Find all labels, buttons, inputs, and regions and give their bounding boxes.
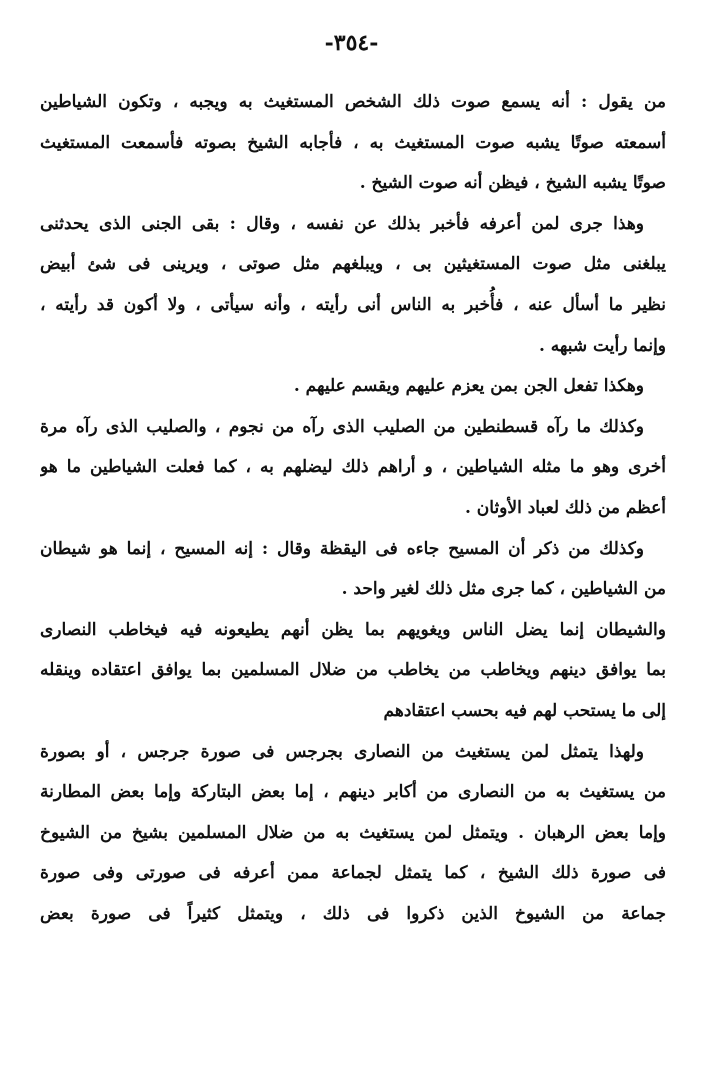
text-line: جماعة من الشيوخ الذين ذكروا فى ذلك ، ويتمثل كثيراً فى صورة بعض (40, 903, 666, 924)
text-line: من الشياطين ، كما جرى مثل ذلك لغير واحد . (341, 579, 666, 600)
body-text (40, 82, 666, 934)
text-line: من يستغيث به من النصارى من أكابر دينهم ، إما بعض البتاركة وإما بعض المطارنة (40, 782, 666, 803)
text-line: صوتًا يشبه الشيخ ، فيظن أنه صوت الشيخ . (359, 173, 666, 194)
page-number: -٣٥٤- (324, 30, 379, 56)
text-line: أخرى وهو ما مثله الشياطين ، و أراهم ذلك ليضلهم به ، كما فعلت الشياطين ما هو (40, 457, 666, 478)
text-line: والشيطان إنما يضل الناس ويغويهم بما يظن أنهم يطيعونه فيه فيخاطب النصارى (40, 619, 666, 640)
text-line: أسمعته صوتًا يشبه صوت المستغيث به ، فأجابه الشيخ بصوته فأسمعت المستغيث (40, 132, 666, 153)
text-line: وكذلك ما رآه قسطنطين من الصليب الذى رآه من نجوم ، والصليب الذى رآه مرة (40, 416, 644, 437)
text-line: إلى ما يستحب لهم فيه بحسب اعتقادهم (383, 700, 666, 721)
text-line: وإما بعض الرهبان . ويتمثل لمن يستغيث به من ضلال المسلمين بشيخ من الشيوخ (40, 822, 666, 843)
text-line: ولهذا يتمثل لمن يستغيث من النصارى بجرجس فى صورة جرجس ، أو بصورة (40, 741, 644, 762)
text-line: وإنما رأيت شبهه . (538, 335, 666, 356)
text-line: بما يوافق دينهم ويخاطب من يخاطب من ضلال المسلمين بما يوافق اعتقاده وينقله (40, 660, 666, 681)
text-line: وهكذا تفعل الجن بمن يعزم عليهم ويقسم عليهم . (293, 376, 644, 397)
text-line: وهذا جرى لمن أعرفه فأخبر بذلك عن نفسه ، وقال : بقى الجنى الذى يحدثنى (40, 213, 644, 234)
text-line: يبلغنى مثل صوت المستغيثين بى ، ويبلغهم مثل صوتى ، ويرينى فى شئ أبيض (40, 254, 666, 275)
text-line: أعظم من ذلك لعباد الأوثان . (464, 497, 666, 518)
text-line: وكذلك من ذكر أن المسيح جاءه فى اليقظة وقال : إنه المسيح ، إنما هو شيطان (40, 538, 644, 559)
text-line: نظير ما أسأل عنه ، فأُخبر به الناس أنى رأيته ، وأنه سيأتى ، ولا أكون قد رأيته ، (40, 294, 666, 315)
text-line: من يقول : أنه يسمع صوت ذلك الشخص المستغيث به ويجبه ، وتكون الشياطين (40, 92, 666, 112)
text-line: فى صورة ذلك الشيخ ، كما يتمثل لجماعة ممن أعرفه فى صورتى وفى صورة (40, 863, 666, 884)
